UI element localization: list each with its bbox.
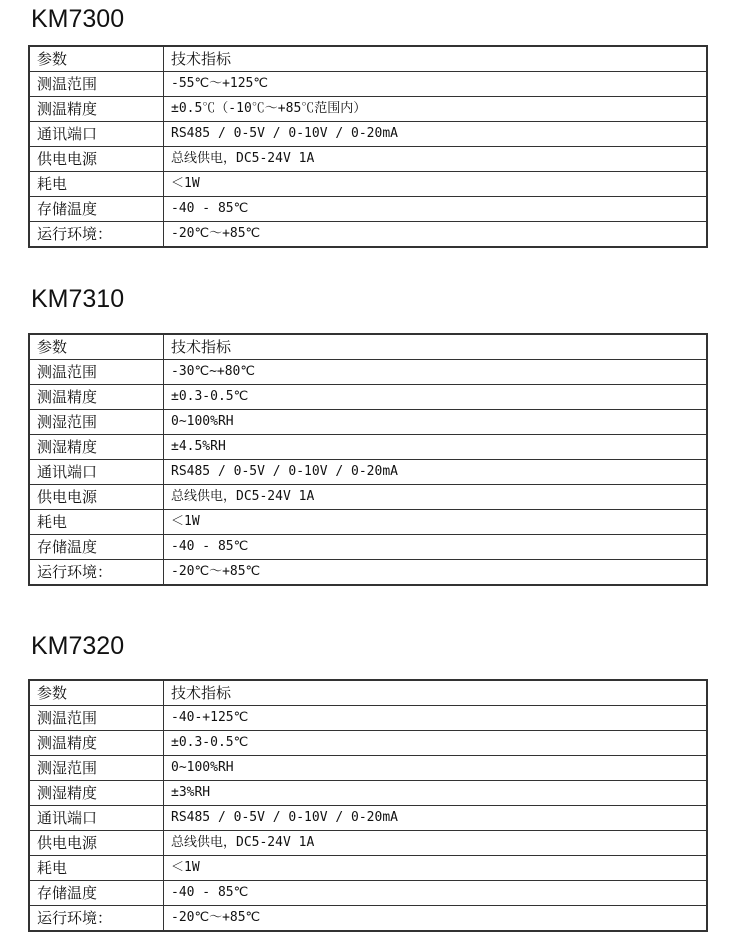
table-row: [29, 385, 707, 410]
param-value: 总线供电，DC5-24V 1A: [164, 147, 708, 172]
param-value: -20℃～+85℃: [164, 906, 708, 932]
table-row: [29, 485, 707, 510]
param-label: 存储温度: [29, 881, 164, 906]
param-value: ±0.3-0.5℃: [164, 385, 708, 410]
param-label: 测温范围: [29, 706, 164, 731]
param-value: RS485 / 0-5V / 0-10V / 0-20mA: [164, 806, 708, 831]
table-header-row: [29, 680, 707, 706]
param-value: ±0.3-0.5℃: [164, 731, 708, 756]
header-value: 技术指标: [164, 334, 708, 360]
param-value: RS485 / 0-5V / 0-10V / 0-20mA: [164, 460, 708, 485]
table-row: [29, 460, 707, 485]
table-row: [29, 97, 707, 122]
param-value: -30℃~+80℃: [164, 360, 708, 385]
param-label: 运行环境：: [29, 906, 164, 932]
table-row: [29, 510, 707, 535]
spec-table: [28, 333, 708, 586]
spec-table: [28, 45, 708, 248]
param-value: ±0.5℃（-10℃～+85℃范围内）: [164, 97, 708, 122]
header-value: 技术指标: [164, 680, 708, 706]
param-value: ±3%RH: [164, 781, 708, 806]
param-label: 测温范围: [29, 72, 164, 97]
table-row: [29, 906, 707, 932]
table-row: [29, 360, 707, 385]
table-row: [29, 756, 707, 781]
param-label: 测温精度: [29, 97, 164, 122]
param-value: ＜1W: [164, 510, 708, 535]
param-label: 通讯端口: [29, 806, 164, 831]
section-title: KM7310: [31, 285, 125, 313]
param-value: -40 - 85℃: [164, 881, 708, 906]
table-row: [29, 781, 707, 806]
param-label: 运行环境：: [29, 222, 164, 248]
table-row: [29, 197, 707, 222]
table-row: [29, 806, 707, 831]
param-value: 总线供电，DC5-24V 1A: [164, 831, 708, 856]
param-value: 0~100%RH: [164, 410, 708, 435]
table-header-row: [29, 334, 707, 360]
param-value: ＜1W: [164, 856, 708, 881]
param-value: -40 - 85℃: [164, 197, 708, 222]
param-label: 测湿范围: [29, 410, 164, 435]
param-label: 测温范围: [29, 360, 164, 385]
param-value: -55℃～+125℃: [164, 72, 708, 97]
table-row: [29, 172, 707, 197]
param-value: 总线供电，DC5-24V 1A: [164, 485, 708, 510]
table-row: [29, 535, 707, 560]
table-row: [29, 560, 707, 586]
header-param: 参数: [29, 334, 164, 360]
table-row: [29, 72, 707, 97]
param-label: 通讯端口: [29, 460, 164, 485]
param-label: 供电电源: [29, 831, 164, 856]
section-title: KM7320: [31, 632, 125, 660]
param-label: 耗电: [29, 172, 164, 197]
param-value: -20℃～+85℃: [164, 560, 708, 586]
table-row: [29, 435, 707, 460]
table-row: [29, 881, 707, 906]
param-label: 通讯端口: [29, 122, 164, 147]
header-param: 参数: [29, 680, 164, 706]
param-label: 测温精度: [29, 385, 164, 410]
param-label: 供电电源: [29, 485, 164, 510]
table-row: [29, 856, 707, 881]
param-value: RS485 / 0-5V / 0-10V / 0-20mA: [164, 122, 708, 147]
param-label: 运行环境：: [29, 560, 164, 586]
param-label: 测湿范围: [29, 756, 164, 781]
param-value: ＜1W: [164, 172, 708, 197]
param-label: 测湿精度: [29, 781, 164, 806]
param-label: 供电电源: [29, 147, 164, 172]
param-label: 耗电: [29, 510, 164, 535]
section-title: KM7300: [31, 5, 125, 33]
param-label: 耗电: [29, 856, 164, 881]
header-value: 技术指标: [164, 46, 708, 72]
param-value: -20℃～+85℃: [164, 222, 708, 248]
table-header-row: [29, 46, 707, 72]
table-row: [29, 706, 707, 731]
table-row: [29, 410, 707, 435]
table-row: [29, 731, 707, 756]
param-label: 存储温度: [29, 197, 164, 222]
param-value: -40-+125℃: [164, 706, 708, 731]
param-label: 测湿精度: [29, 435, 164, 460]
table-row: [29, 831, 707, 856]
table-row: [29, 222, 707, 248]
param-value: ±4.5%RH: [164, 435, 708, 460]
table-row: [29, 147, 707, 172]
param-label: 存储温度: [29, 535, 164, 560]
param-label: 测温精度: [29, 731, 164, 756]
spec-table: [28, 679, 708, 932]
header-param: 参数: [29, 46, 164, 72]
param-value: 0~100%RH: [164, 756, 708, 781]
param-value: -40 - 85℃: [164, 535, 708, 560]
table-row: [29, 122, 707, 147]
